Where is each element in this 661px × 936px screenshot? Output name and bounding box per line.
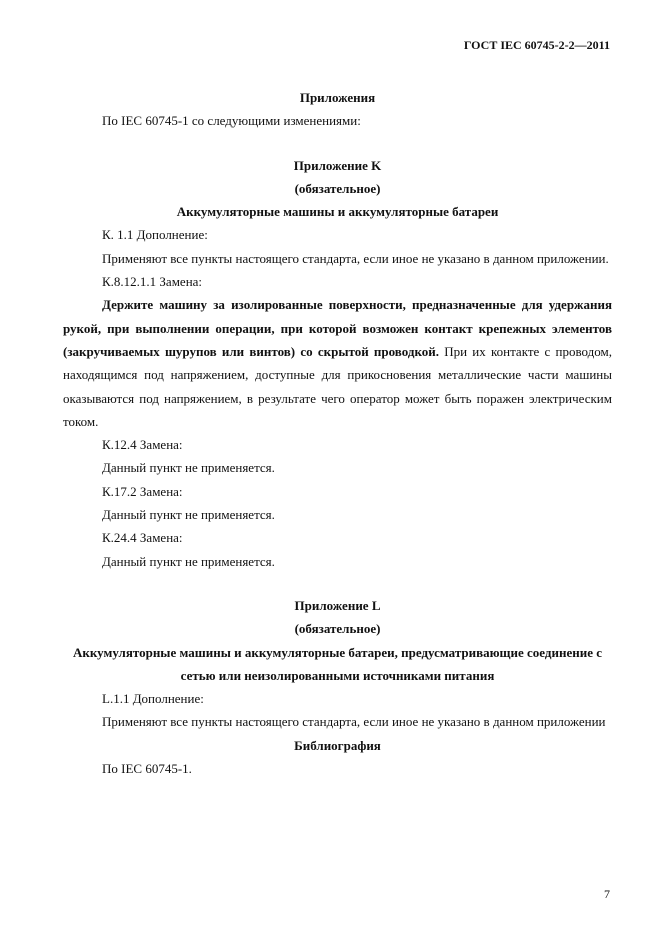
k-24-4-text: Данный пункт не применяется. [102, 553, 275, 569]
k-12-4-text: Данный пункт не применяется. [102, 460, 275, 476]
k-1-1-text: Применяют все пункты настоящего стандарта, если иное не указано в данном приложении. [102, 250, 609, 266]
bibliography-title: Библиография [294, 737, 381, 753]
appendix-k-subtitle: Аккумуляторные машины и аккумуляторные батареи [176, 204, 499, 220]
appendix-l-title: Приложение L [294, 597, 381, 613]
k-8-12-1-1-warning: Держите машину за изолированные поверхности, предназначенные для удержания рукой, при выполнении операции, при которой возможен контакт крепежных элементов (закручиваемых шурупов или винтов) со скрытой проводкой. [63, 297, 612, 359]
k-17-2-text: Данный пункт не применяется. [102, 507, 275, 523]
bibliography-text: По IEC 60745-1. [102, 761, 192, 777]
appendix-k-title: Приложение K [293, 157, 382, 173]
document-body [63, 86, 612, 780]
k-8-12-1-1-label: К.8.12.1.1 Замена: [102, 274, 203, 290]
standard-code: ГОСТ IEC 60745-2-2—2011 [463, 38, 610, 52]
appendix-l-subtitle-line2: сетью или неизолированными источниками питания [180, 667, 495, 683]
appendix-l-subtitle-line1: Аккумуляторные машины и аккумуляторные батареи, предусматривающие соединение с [73, 644, 602, 660]
appendix-l-status: (обязательное) [294, 621, 381, 637]
appendices-title: Приложения [299, 90, 376, 105]
k-1-1-label: К. 1.1 Дополнение: [102, 227, 208, 243]
page-number: 7 [604, 887, 610, 901]
k-17-2-label: К.17.2 Замена: [102, 483, 183, 499]
appendices-intro-text: По IEC 60745-1 со следующими изменениями: [102, 113, 361, 129]
l-1-1-label: L.1.1 Дополнение: [102, 691, 204, 707]
l-1-1-text: Применяют все пункты настоящего стандарта, если иное не указано в данном приложении [102, 714, 606, 730]
k-8-12-1-1-explanation: При их контакте с проводом, находящимся под напряжением, доступные для прикосновения металлические части машины оказываются под напряжением, в результате чего оператор может быть поражен электрическим током. [63, 343, 612, 429]
k-12-4-label: К.12.4 Замена: [102, 437, 183, 453]
k-8-12-1-1-text [63, 293, 612, 433]
k-24-4-label: К.24.4 Замена: [102, 530, 183, 546]
appendix-k-status: (обязательное) [294, 180, 381, 196]
